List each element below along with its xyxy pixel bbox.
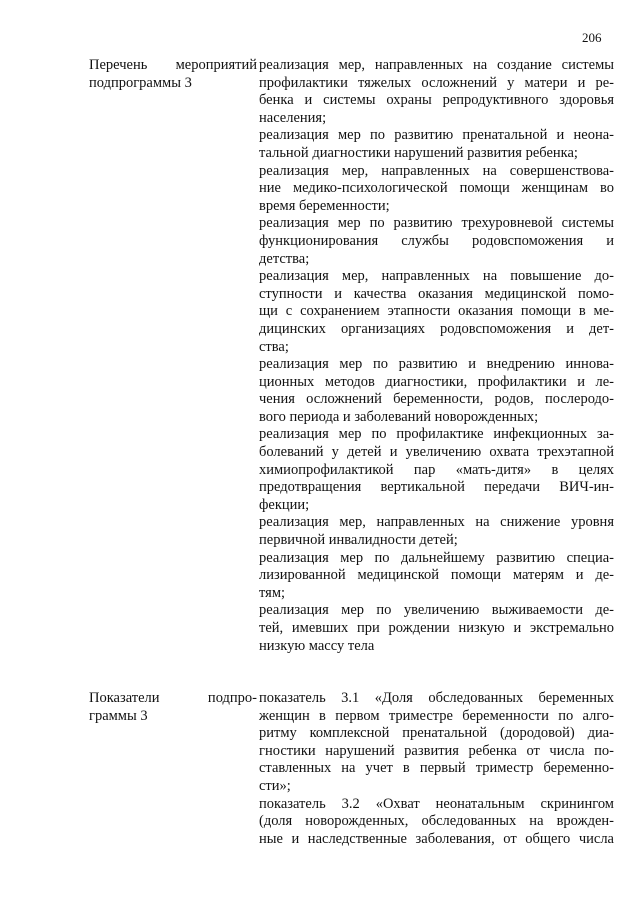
activity-line: ступности и качества оказания медицинской помо- [259, 285, 614, 302]
activity-line: низкую массу тела [259, 637, 375, 654]
activity-line: фекции; [259, 496, 310, 513]
activity-item [259, 356, 614, 426]
indicator-line: ритму комплексной пренатальной (дородовой) диа- [259, 725, 614, 742]
activity-line: реализация мер, направленных на создание системы [259, 57, 614, 73]
activity-line: реализация мер по увеличению выживаемости де- [259, 602, 614, 619]
activity-item [259, 550, 614, 603]
indicator-item [259, 796, 614, 849]
indicator-line: (доля новорожденных, обследованных на врожден- [259, 813, 614, 830]
indicators-label-line: граммы 3 [89, 707, 148, 724]
activity-line: реализация мер по профилактике инфекционных за- [259, 426, 614, 443]
activity-line: реализация мер, направленных на совершенствова- [259, 162, 614, 179]
indicator-line: гностики нарушений развития ребенка от числа по- [259, 742, 614, 759]
activity-item [259, 127, 614, 162]
activity-item [259, 602, 614, 655]
activity-line: бенка и системы охраны репродуктивного здоровья [259, 92, 614, 109]
indicator-line: ставленных на учет в первый триместр беременно- [259, 760, 614, 777]
indicator-line: ные и наследственные заболевания, от общего числа [259, 830, 614, 847]
activities-label-line: Перечень мероприятий [89, 57, 257, 73]
activity-line: ние медико-психологической помощи женщинам во [259, 180, 614, 197]
activity-item [259, 426, 614, 514]
page-number: 206 [582, 30, 602, 45]
activity-line: реализация мер, направленных на снижение уровня [259, 514, 614, 531]
indicators-list [259, 690, 614, 848]
activity-line: химиопрофилактикой пар «мать-дитя» в целях [259, 461, 614, 478]
activity-line: реализация мер по дальнейшему развитию специа- [259, 549, 614, 566]
activity-line: первичной инвалидности детей; [259, 532, 458, 549]
activity-line: тальной диагностики нарушений развития ребенка; [259, 144, 578, 161]
activity-line: время беременности; [259, 197, 390, 214]
activity-line: населения; [259, 109, 327, 126]
indicator-line: показатель 3.1 «Доля обследованных беременных [259, 690, 614, 706]
activity-item [259, 163, 614, 216]
indicator-line: сти»; [259, 777, 291, 794]
activity-item [259, 268, 614, 356]
indicators-label [89, 690, 257, 725]
activity-item [259, 514, 614, 549]
activity-line: детства; [259, 250, 310, 267]
activities-label [89, 57, 257, 92]
indicator-line: показатель 3.2 «Охват неонатальным скринингом [259, 795, 614, 812]
activity-line: ционных методов диагностики, профилактики и ле- [259, 373, 614, 390]
activities-label-line: подпрограммы 3 [89, 74, 192, 91]
activity-line: профилактики тяжелых осложнений у матери и ре- [259, 74, 614, 91]
activity-line: чения осложнений беременности, родов, послеродо- [259, 391, 614, 408]
activity-line: тям; [259, 584, 286, 601]
activity-line: дицинских организациях родовспоможения и дет- [259, 320, 614, 337]
activity-item [259, 215, 614, 268]
indicator-line: женщин в первом триместре беременности по алго- [259, 707, 614, 724]
activity-item [259, 57, 614, 127]
indicators-label-line: Показатели подпро- [89, 690, 257, 706]
activity-line: функционирования службы родовспоможения и [259, 232, 614, 249]
activity-line: щи с сохранением этапности оказания помощи в ме- [259, 303, 614, 320]
activity-line: болеваний у детей и увеличению охвата трехэтапной [259, 444, 614, 461]
activities-list [259, 57, 614, 655]
indicator-item [259, 690, 614, 796]
activity-line: ства; [259, 338, 289, 355]
activity-line: реализация мер, направленных на повышение до- [259, 268, 614, 285]
activity-line: реализация мер по развитию трехуровневой системы [259, 215, 614, 232]
activity-line: реализация мер по развитию пренатальной и неона- [259, 127, 614, 144]
activity-line: предотвращения вертикальной передачи ВИЧ-ин- [259, 479, 614, 496]
activity-line: лизированной медицинской помощи матерям и де- [259, 567, 614, 584]
activity-line: реализация мер по развитию и внедрению иннова- [259, 356, 614, 373]
activity-line: тей, имевших при рождении низкую и экстремально [259, 620, 614, 636]
activity-line: вого периода и заболеваний новорожденных; [259, 408, 539, 425]
